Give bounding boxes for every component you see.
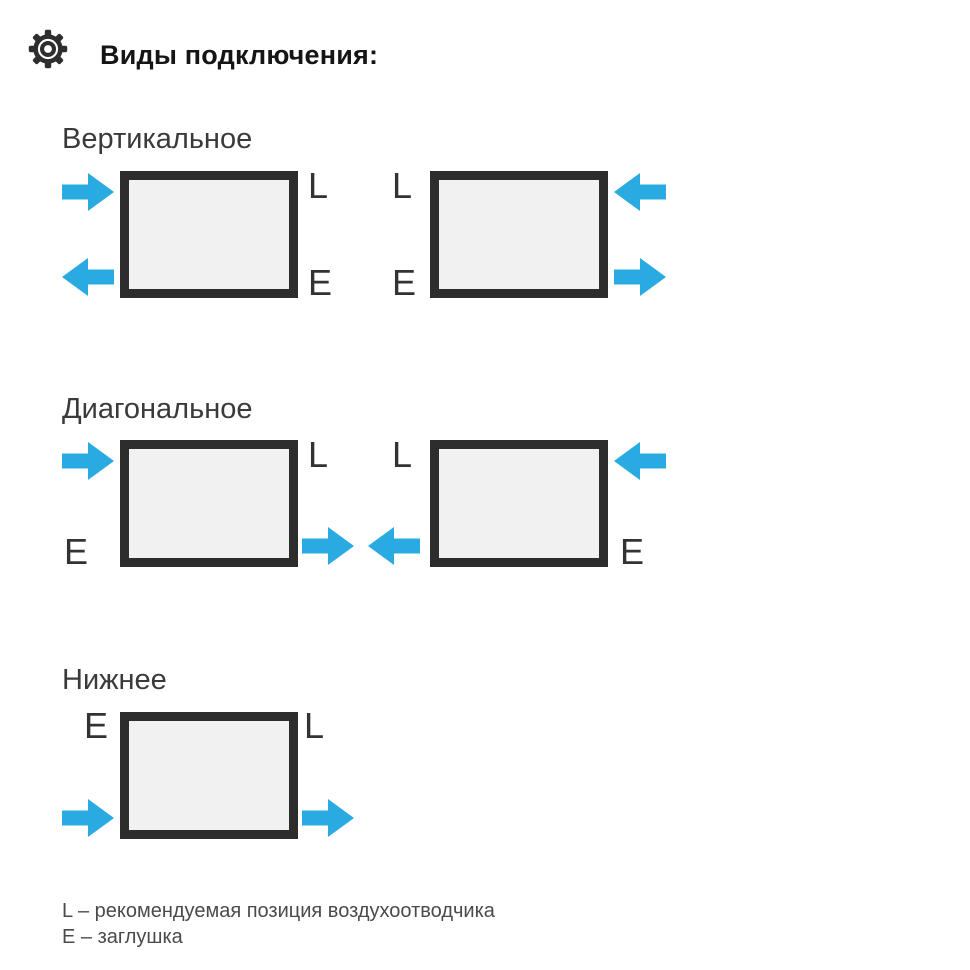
flow-out-arrow-icon [302,799,354,837]
flow-out-arrow-icon [62,258,114,296]
radiator-body [430,440,608,567]
radiator-body [120,440,298,567]
arrow-shape [614,258,666,296]
section-title-bottom: Нижнее [62,664,167,696]
arrow-shape [62,799,114,837]
port-label-l: L [392,165,413,206]
arrow-shape [62,258,114,296]
port-label-e: E [308,262,333,303]
port-label-e: E [64,531,89,572]
section-title-diagonal: Диагональное [62,393,253,425]
flow-in-arrow-icon [62,442,114,480]
arrow-shape [614,442,666,480]
port-label-l: L [308,165,329,206]
arrow-shape [368,527,420,565]
flow-out-arrow-icon [302,527,354,565]
port-label-e: E [392,262,417,303]
port-label-l: L [392,434,413,475]
arrow-shape [302,527,354,565]
port-label-e: E [84,705,109,746]
flow-in-arrow-icon [62,173,114,211]
flow-out-arrow-icon [368,527,420,565]
arrow-shape [62,173,114,211]
port-label-l: L [308,434,329,475]
radiator-body [120,171,298,298]
arrow-shape [614,173,666,211]
page-title: Виды подключения: [100,40,379,70]
flow-in-arrow-icon [62,799,114,837]
arrow-shape [62,442,114,480]
gear-icon [26,27,70,71]
legend-line-e: E – заглушка [62,926,183,948]
port-label-l: L [304,705,325,746]
legend-line-l: L – рекомендуемая позиция воздухоотводчика [62,900,495,922]
section-title-vertical: Вертикальное [62,123,253,155]
flow-in-arrow-icon [614,173,666,211]
legend [62,898,495,950]
radiator-body [120,712,298,839]
radiator-body [430,171,608,298]
port-label-e: E [620,531,645,572]
flow-in-arrow-icon [614,442,666,480]
arrow-shape [302,799,354,837]
flow-out-arrow-icon [614,258,666,296]
